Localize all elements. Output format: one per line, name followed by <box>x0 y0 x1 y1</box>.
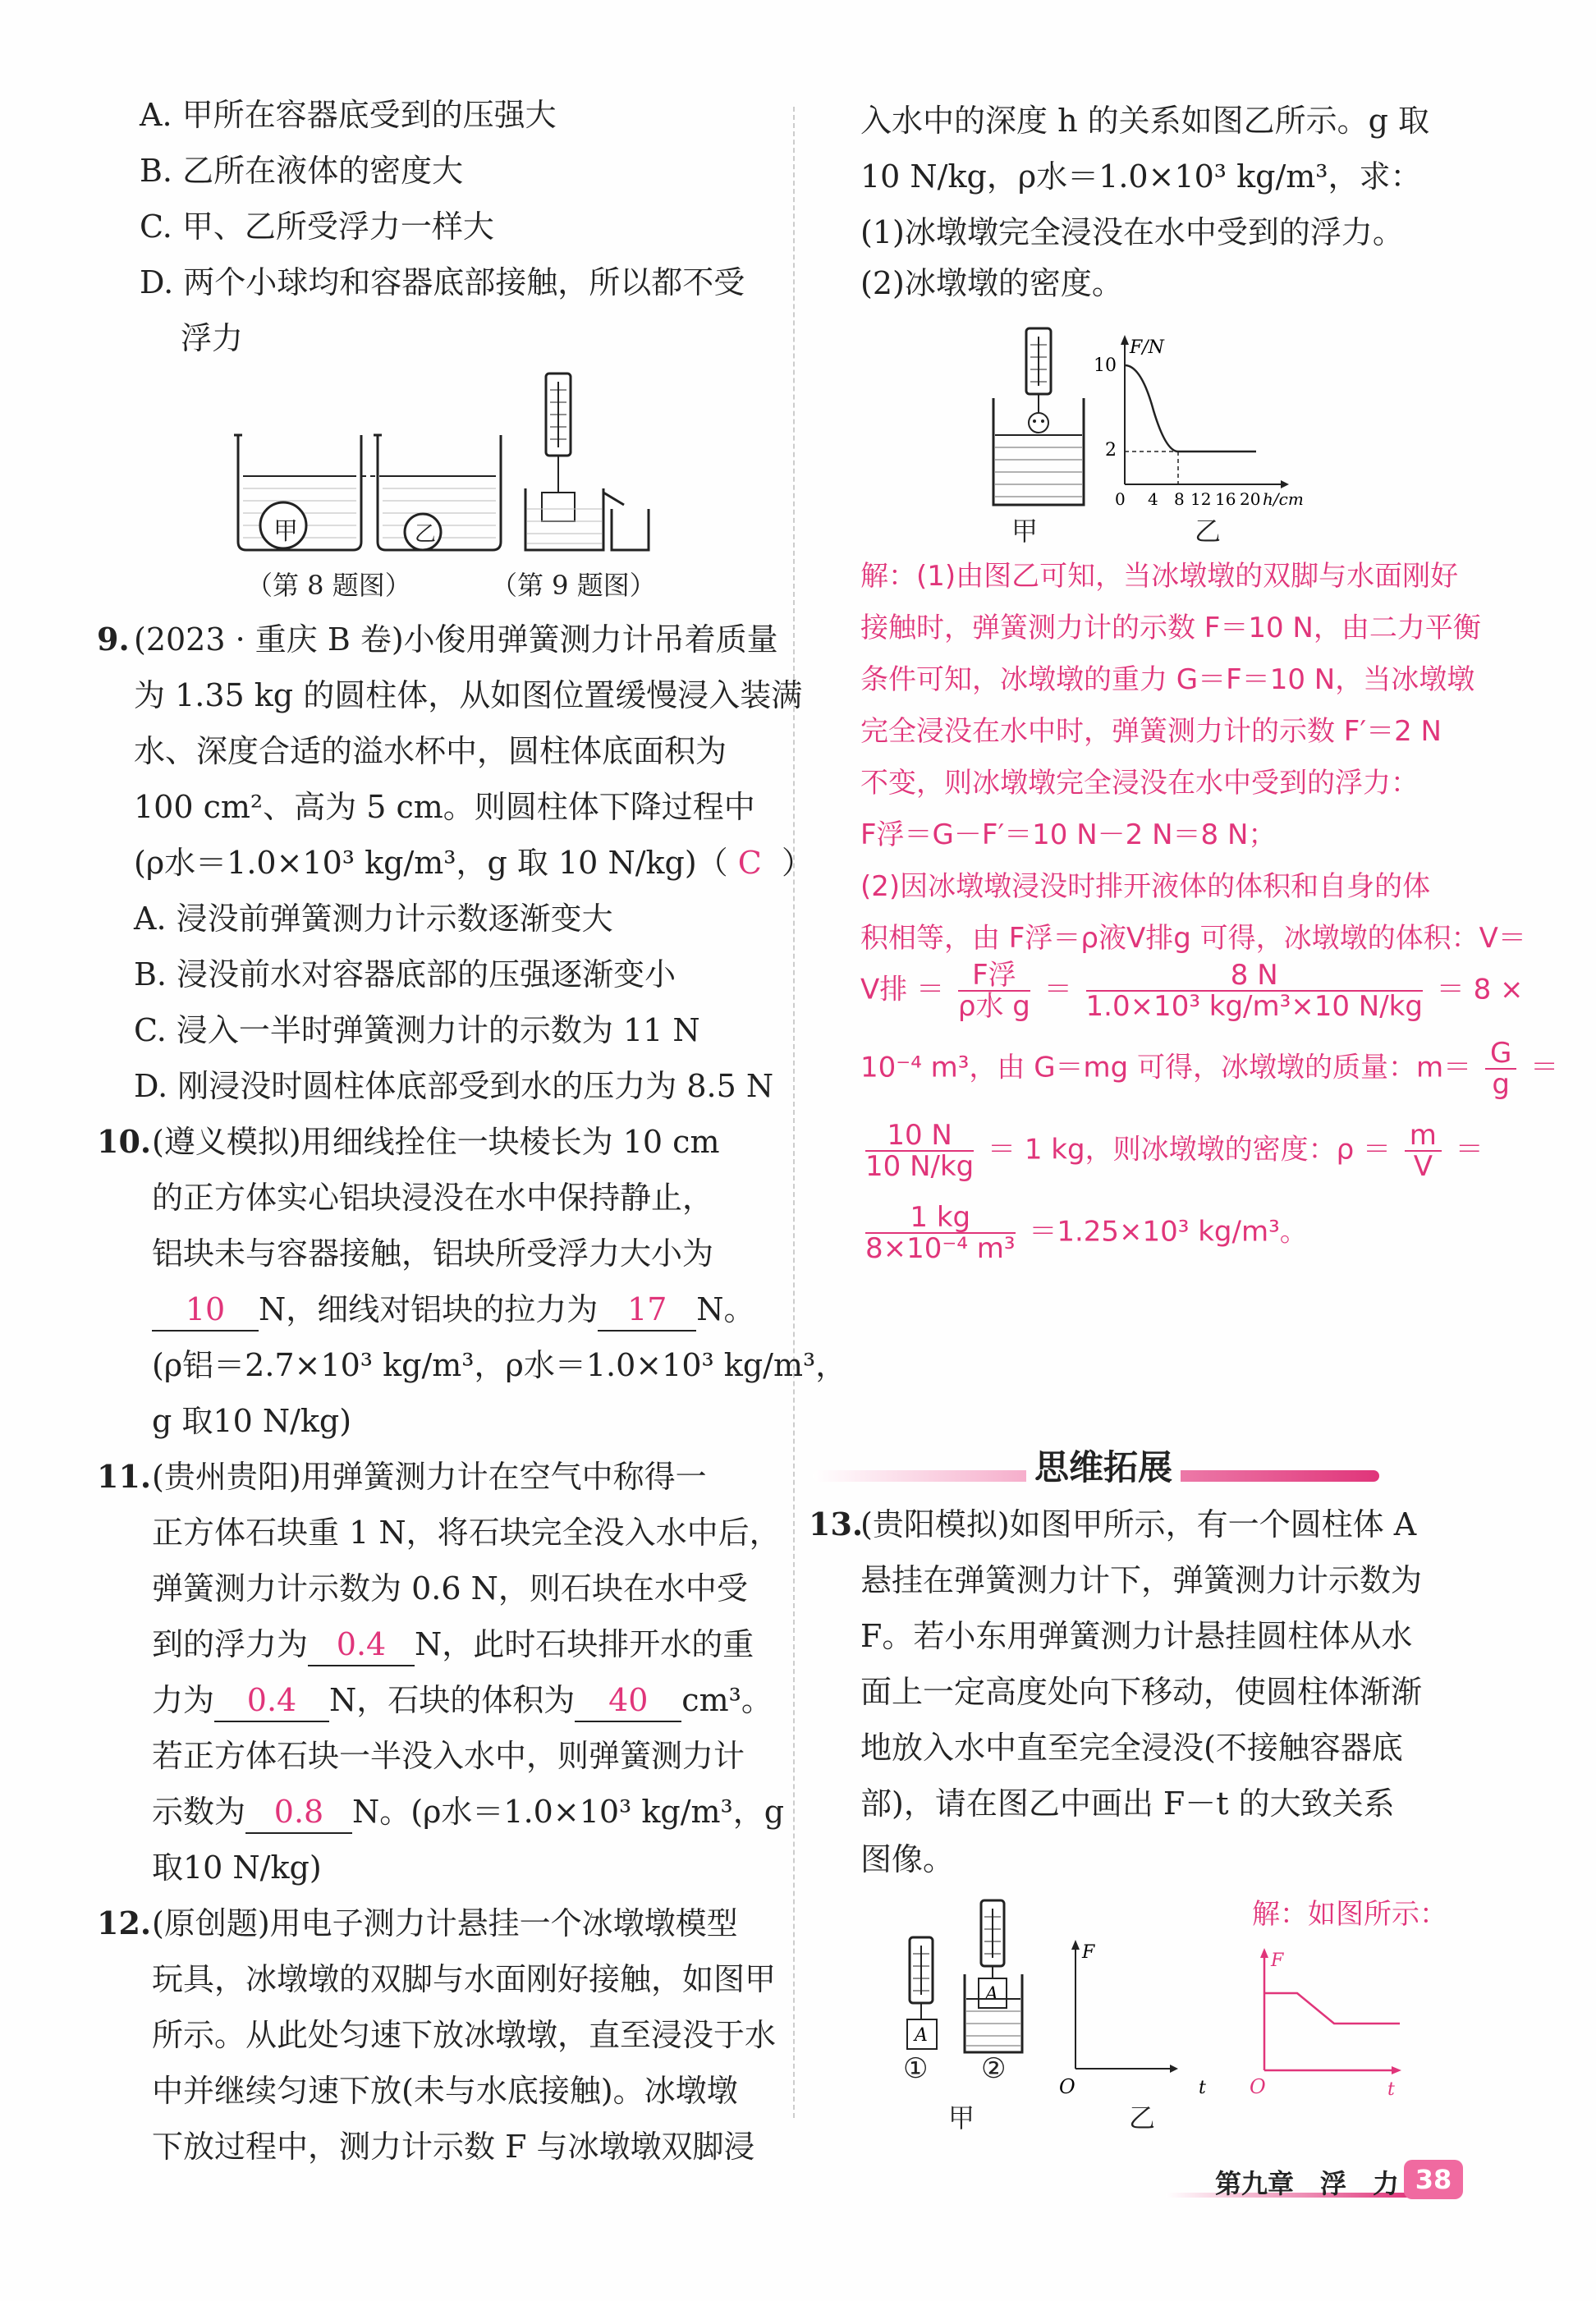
q11-number: 11. <box>97 1458 152 1495</box>
q9-option-a: A. 浸没前弹簧测力计示数逐渐变大 <box>134 901 613 937</box>
q13-line: 悬挂在弹簧测力计下，弹簧测力计示数为 <box>860 1562 1423 1598</box>
q11-line: (贵州贵阳)用弹簧测力计在空气中称得一 <box>152 1459 707 1495</box>
fig13-circle-2: ② <box>981 2052 1007 2085</box>
q8-option-b: B. 乙所在液体的密度大 <box>140 153 464 189</box>
fig9-caption: （第 9 题图） <box>491 570 656 601</box>
q13-line: (贵阳模拟)如图甲所示，有一个圆柱体 A <box>860 1506 1417 1542</box>
section-title: 思维拓展 <box>1026 1441 1181 1490</box>
fig12-label-jia: 甲 <box>1011 516 1039 547</box>
fig13-graph2-t: t <box>1387 2079 1395 2100</box>
sol12-line: 积相等，由 F浮＝ρ液V排g 可得，冰墩墩的体积：V＝ <box>860 922 1526 955</box>
q9-option-b: B. 浸没前水对容器底部的压强逐渐变小 <box>134 956 676 992</box>
q10-number: 10. <box>97 1123 152 1160</box>
q10-line: g 取10 N/kg) <box>152 1403 352 1439</box>
q11-blank-4: 0.8 <box>245 1791 352 1834</box>
fig13-A-1: A <box>915 2025 928 2046</box>
q13-line: 地放入水中直至完全浸没(不接触容器底 <box>860 1730 1403 1766</box>
q8-option-c: C. 甲、乙所受浮力一样大 <box>140 209 494 245</box>
q12-cont-line: 10 N/kg，ρ水＝1.0×10³ kg/m³，求： <box>860 158 1422 195</box>
page-footer <box>1166 2163 1478 2204</box>
sol12-formula-1: V排 ＝ $\frac{\text{F浮}}{\text{ρ水 g}}$ ＝ $\frac{8 N}{\text{1.0×10³ kg/m³×10 N/kg}}$ ＝ 8 × <box>860 959 1524 1023</box>
q9-number: 9. <box>97 621 130 658</box>
graph12-ytick-2: 2 <box>1105 440 1117 461</box>
sol12-formula-3: $\frac{10 N}{10 N/kg}$ ＝ 1 kg，则冰墩墩的密度：ρ ＝ $\frac{m}{V}$ ＝ <box>865 1119 1484 1183</box>
graph12-xlabel: h/cm <box>1263 489 1304 509</box>
q12-number: 12. <box>97 1905 152 1941</box>
fig13-label-yi: 乙 <box>1129 2102 1156 2134</box>
graph12-xtick-12: 12 <box>1190 489 1212 509</box>
sol12-line: F浮＝G－F′＝10 N－2 N＝8 N； <box>860 818 1277 851</box>
graph12-xtick-16: 16 <box>1215 489 1236 509</box>
q12-cont-line: 入水中的深度 h 的关系如图乙所示。g 取 <box>860 103 1430 139</box>
sol12-line: 不变，则冰墩墩完全浸没在水中受到的浮力： <box>860 767 1419 800</box>
fig12-jia-diagram <box>985 324 1100 513</box>
q9-line: (2023 · 重庆 B 卷)小俊用弹簧测力计吊着质量 <box>134 621 778 658</box>
fig8-ball-yi: 乙 <box>415 522 437 547</box>
q8-option-d-cont: 浮力 <box>181 320 244 356</box>
sol12-line: 条件可知，冰墩墩的重力 G＝F＝10 N，当冰墩墩 <box>860 663 1475 696</box>
fig12-graph <box>1084 328 1330 517</box>
fig8-ball-jia: 甲 <box>273 517 298 546</box>
fig13-graph2-O: O <box>1250 2075 1266 2098</box>
q12-line: (原创题)用电子测力计悬挂一个冰墩墩模型 <box>152 1905 738 1941</box>
sol12-line: (2)因冰墩墩浸没时排开液体的体积和自身的体 <box>860 870 1431 903</box>
q13-line: 图像。 <box>860 1841 955 1877</box>
q9-line: 100 cm²、高为 5 cm。则圆柱体下降过程中 <box>134 789 755 825</box>
q11-blank-3: 40 <box>575 1680 681 1722</box>
page-number: 38 <box>1404 2160 1463 2199</box>
q9-answer: C <box>737 845 762 881</box>
fig13-circle-1: ① <box>903 2052 929 2085</box>
column-divider <box>793 107 795 2118</box>
graph12-xtick-8: 8 <box>1174 489 1185 509</box>
q13-line: 部)，请在图乙中画出 F－t 的大致关系 <box>860 1785 1395 1822</box>
q11-line: 正方体石块重 1 N，将石块完全没入水中后， <box>152 1515 781 1551</box>
q8-option-d: D. 两个小球均和容器底部接触，所以都不受 <box>140 264 745 300</box>
q13-line: F。若小东用弹簧测力计悬挂圆柱体从水 <box>860 1618 1413 1654</box>
sol12-formula-2: 10⁻⁴ m³，由 G＝mg 可得，冰墩墩的质量：m＝ $\frac{G}{g}$ ＝ <box>860 1037 1559 1101</box>
q12-cont-line: (2)冰墩墩的密度。 <box>860 265 1123 301</box>
q10-line: (遵义模拟)用细线拴住一块棱长为 10 cm <box>152 1124 720 1160</box>
fig13-graph1-F: F <box>1082 1942 1095 1963</box>
fig13-graph1-O: O <box>1059 2075 1075 2098</box>
chapter-title: 第九章 浮 力 <box>1215 2168 1400 2199</box>
sol12-line: 解：(1)由图乙可知，当冰墩墩的双脚与水面刚好 <box>860 560 1459 593</box>
fig13-label-jia: 甲 <box>948 2102 975 2134</box>
q10-line: 的正方体实心铝块浸没在水中保持静止， <box>152 1180 714 1216</box>
fig12-label-yi: 乙 <box>1195 516 1222 547</box>
q8-option-a: A. 甲所在容器底受到的压强大 <box>140 97 557 133</box>
q9-line: 水、深度合适的溢水杯中，圆柱体底面积为 <box>134 733 727 769</box>
q9-option-c: C. 浸入一半时弹簧测力计的示数为 11 N <box>134 1012 700 1048</box>
q11-line: 示数为 0.8 N。(ρ水＝1.0×10³ kg/m³，g <box>152 1791 784 1834</box>
q10-line: (ρ铝＝2.7×10³ kg/m³，ρ水＝1.0×10³ kg/m³， <box>152 1347 847 1383</box>
q10-line: 10 N，细线对铝块的拉力为 17 N。 <box>152 1289 755 1332</box>
fig8-fig9-diagram <box>230 369 739 566</box>
graph12-xtick-4: 4 <box>1148 489 1158 509</box>
q11-line: 若正方体石块一半没入水中，则弹簧测力计 <box>152 1738 745 1774</box>
sol12-line: 完全浸没在水中时，弹簧测力计的示数 F′＝2 N <box>860 715 1442 748</box>
q11-blank-1: 0.4 <box>308 1624 415 1666</box>
sol12-line: 接触时，弹簧测力计的示数 F＝10 N，由二力平衡 <box>860 612 1481 644</box>
q12-line: 下放过程中，测力计示数 F 与冰墩墩双脚浸 <box>152 2129 755 2165</box>
q11-blank-2: 0.4 <box>214 1680 329 1722</box>
q12-line: 中并继续匀速下放(未与水底接触)。冰墩墩 <box>152 2073 738 2109</box>
graph12-ylabel: F/N <box>1130 337 1164 358</box>
graph12-ytick-10: 10 <box>1094 355 1117 376</box>
graph12-xtick-0: 0 <box>1115 489 1126 509</box>
q12-cont-line: (1)冰墩墩完全浸没在水中受到的浮力。 <box>860 214 1404 250</box>
q9-line: 为 1.35 kg 的圆柱体，从如图位置缓慢浸入装满 <box>134 677 803 713</box>
fig13-graph1-t: t <box>1199 2078 1206 2098</box>
q10-blank-1: 10 <box>152 1289 259 1332</box>
q13-line: 面上一定高度处向下移动，使圆柱体渐渐 <box>860 1674 1423 1710</box>
q11-line: 取10 N/kg) <box>152 1850 322 1886</box>
q9-line: (ρ水＝1.0×10³ kg/m³，g 取 10 N/kg)（ C ） <box>134 845 814 881</box>
q12-line: 玩具，冰墩墩的双脚与水面刚好接触，如图甲 <box>152 1961 777 1997</box>
graph12-xtick-20: 20 <box>1240 489 1261 509</box>
fig8-caption: （第 8 题图） <box>246 570 411 601</box>
q13-number: 13. <box>809 1506 864 1542</box>
q10-line: 铝块未与容器接触，铝块所受浮力大小为 <box>152 1235 714 1272</box>
fig13-graph2-F: F <box>1271 1950 1284 1971</box>
section-header <box>813 1441 1379 1490</box>
q11-line: 弹簧测力计示数为 0.6 N，则石块在水中受 <box>152 1570 748 1607</box>
q13-answer-label: 解：如图所示： <box>1252 1898 1447 1931</box>
q9-option-d: D. 刚浸没时圆柱体底部受到水的压力为 8.5 N <box>134 1068 774 1104</box>
q11-line: 到的浮力为 0.4 N，此时石块排开水的重 <box>152 1624 754 1666</box>
fig13-A-2: A <box>985 1984 998 2005</box>
q10-blank-2: 17 <box>598 1289 696 1332</box>
q12-line: 所示。从此处匀速下放冰墩墩，直至浸没于水 <box>152 2017 777 2053</box>
sol12-formula-4: $\frac{1 kg}{\text{8×10⁻⁴ m³}}$ ＝1.25×10³ kg/m³。 <box>865 1201 1308 1265</box>
q11-line: 力为 0.4 N，石块的体积为 40 cm³。 <box>152 1680 773 1722</box>
